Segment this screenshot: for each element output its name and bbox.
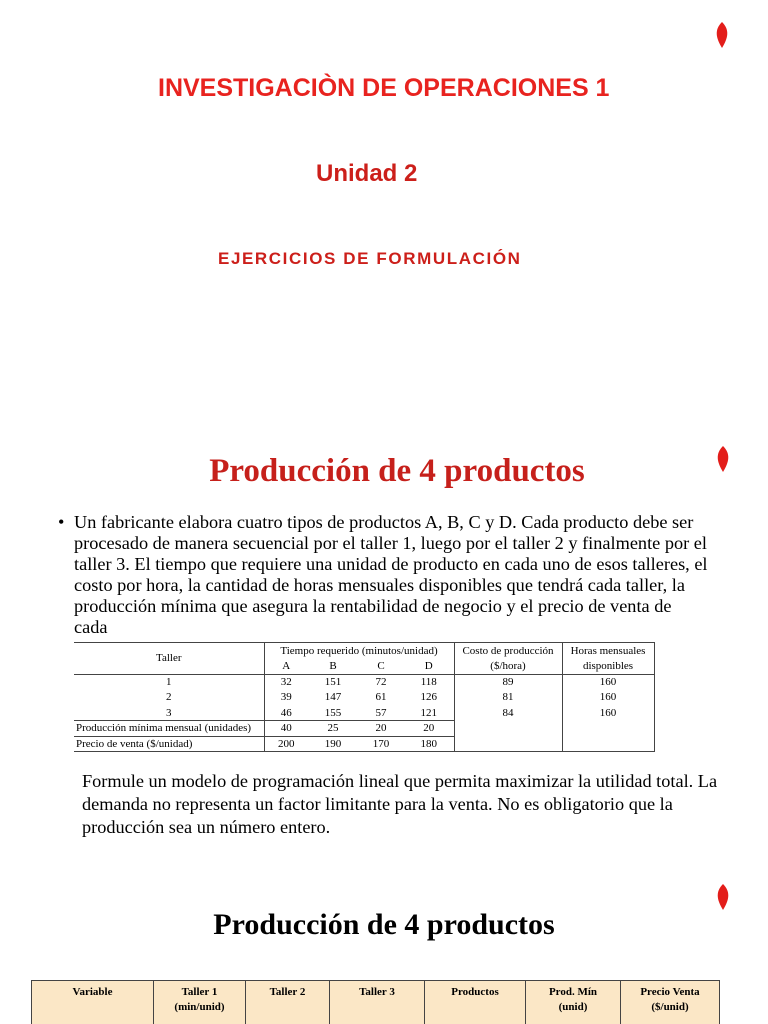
cell: 72 — [375, 676, 387, 688]
taller1-header — [154, 981, 246, 1024]
header-line: Taller 2 — [269, 986, 306, 998]
cell: 20 — [358, 721, 404, 737]
cell: 61 — [375, 691, 387, 704]
problem-paragraph: Un fabricante elabora cuatro tipos de productos A, B, C y D. Cada producto debe ser procesado de manera secuencial por el taller 1, luego por el taller 2 y finalmente por el taller 3. El tiempo que requiere una unidad de producto en cada uno de esos talleres, el costo por hora, la cantidad de horas mensuales disponibles que tendrá cada taller, la producción mínima que asegura la rentabilidad de negocio y el precio de venta de cada — [74, 512, 708, 637]
min-production-row — [74, 721, 654, 737]
taller-cell: 2 — [74, 690, 264, 706]
hours-header-1: Horas mensuales — [562, 643, 654, 659]
course-title: INVESTIGACIÒN DE OPERACIONES 1 — [158, 74, 610, 102]
price-row — [74, 736, 654, 752]
slide-title — [0, 0, 768, 420]
prod-min-header — [526, 981, 621, 1024]
productos-header — [425, 981, 526, 1024]
cell: 40 — [264, 721, 308, 737]
hours-header-2: disponibles — [562, 659, 654, 675]
section-subtitle: EJERCICIOS DE FORMULACIÓN — [218, 249, 522, 268]
slide-variables — [0, 860, 768, 1024]
precio-venta-header — [621, 981, 720, 1024]
hours-cell: 160 — [562, 705, 654, 721]
product-b-header: B — [308, 659, 358, 675]
taller2-header — [246, 981, 330, 1024]
table-row — [74, 674, 654, 690]
cost-cell: 84 — [454, 705, 562, 721]
product-c-header: C — [358, 659, 404, 675]
product-d-header: D — [404, 659, 454, 675]
header-line: (unid) — [558, 1001, 588, 1013]
production-table — [74, 642, 655, 752]
cell — [454, 721, 562, 737]
cell: 39 — [280, 691, 292, 704]
header-line: Taller 3 — [359, 986, 395, 998]
header-line: (min/unid) — [174, 1001, 225, 1013]
cell: 46 — [264, 705, 308, 721]
cell: 57 — [358, 705, 404, 721]
cell: 126 — [420, 691, 437, 704]
bullet: • — [58, 512, 65, 532]
header-line: Prod. Mín — [548, 986, 598, 998]
time-header: Tiempo requerido (minutos/unidad) — [264, 643, 454, 659]
taller3-header — [330, 981, 425, 1024]
hours-cell: 160 — [562, 690, 654, 706]
product-a-header: A — [264, 659, 308, 675]
cell: 32 — [280, 676, 292, 688]
table-row — [74, 690, 654, 706]
taller-header: Taller — [74, 643, 264, 675]
min-production-label: Producción mínima mensual (unidades) — [74, 721, 264, 737]
formulation-instruction: Formule un modelo de programación lineal que permita maximizar la utilidad total. La demanda no representa un factor limitante para la venta. No es obligatorio que la producción sea un número entero. — [82, 771, 718, 837]
cell: 190 — [308, 736, 358, 752]
taller-cell: 3 — [74, 705, 264, 721]
cell: 170 — [358, 736, 404, 752]
cost-cell: 81 — [454, 690, 562, 706]
problem-statement — [58, 512, 708, 638]
header-line: Precio Venta — [640, 986, 700, 998]
cell: 121 — [404, 705, 454, 721]
slide-problem — [0, 420, 768, 860]
cell: 118 — [420, 676, 437, 688]
cell — [562, 721, 654, 737]
cell: 180 — [404, 736, 454, 752]
cell: 25 — [308, 721, 358, 737]
taller-cell: 1 — [74, 674, 264, 690]
cell: 20 — [404, 721, 454, 737]
cell — [562, 736, 654, 752]
variables-title: Producción de 4 productos — [213, 908, 555, 941]
upc-logo-icon — [692, 20, 752, 80]
header-line: Taller 1 — [181, 986, 218, 998]
hours-cell: 160 — [562, 674, 654, 690]
cell: 151 — [324, 676, 342, 688]
variable-header — [32, 981, 154, 1024]
cost-header-2: ($/hora) — [454, 659, 562, 675]
unit-label: Unidad 2 — [316, 160, 418, 187]
problem-title: Producción de 4 productos — [209, 453, 585, 489]
price-label: Precio de venta ($/unidad) — [74, 736, 264, 752]
cell: 200 — [264, 736, 308, 752]
header-line: ($/unid) — [651, 1001, 689, 1013]
header-line: Variable — [72, 986, 113, 998]
table-row — [74, 705, 654, 721]
cell: 147 — [324, 691, 342, 704]
cell — [454, 736, 562, 752]
variables-table — [31, 980, 720, 1024]
header-line: Productos — [451, 986, 499, 998]
cell: 155 — [308, 705, 358, 721]
cost-header-1: Costo de producción — [454, 643, 562, 659]
cost-cell: 89 — [454, 674, 562, 690]
